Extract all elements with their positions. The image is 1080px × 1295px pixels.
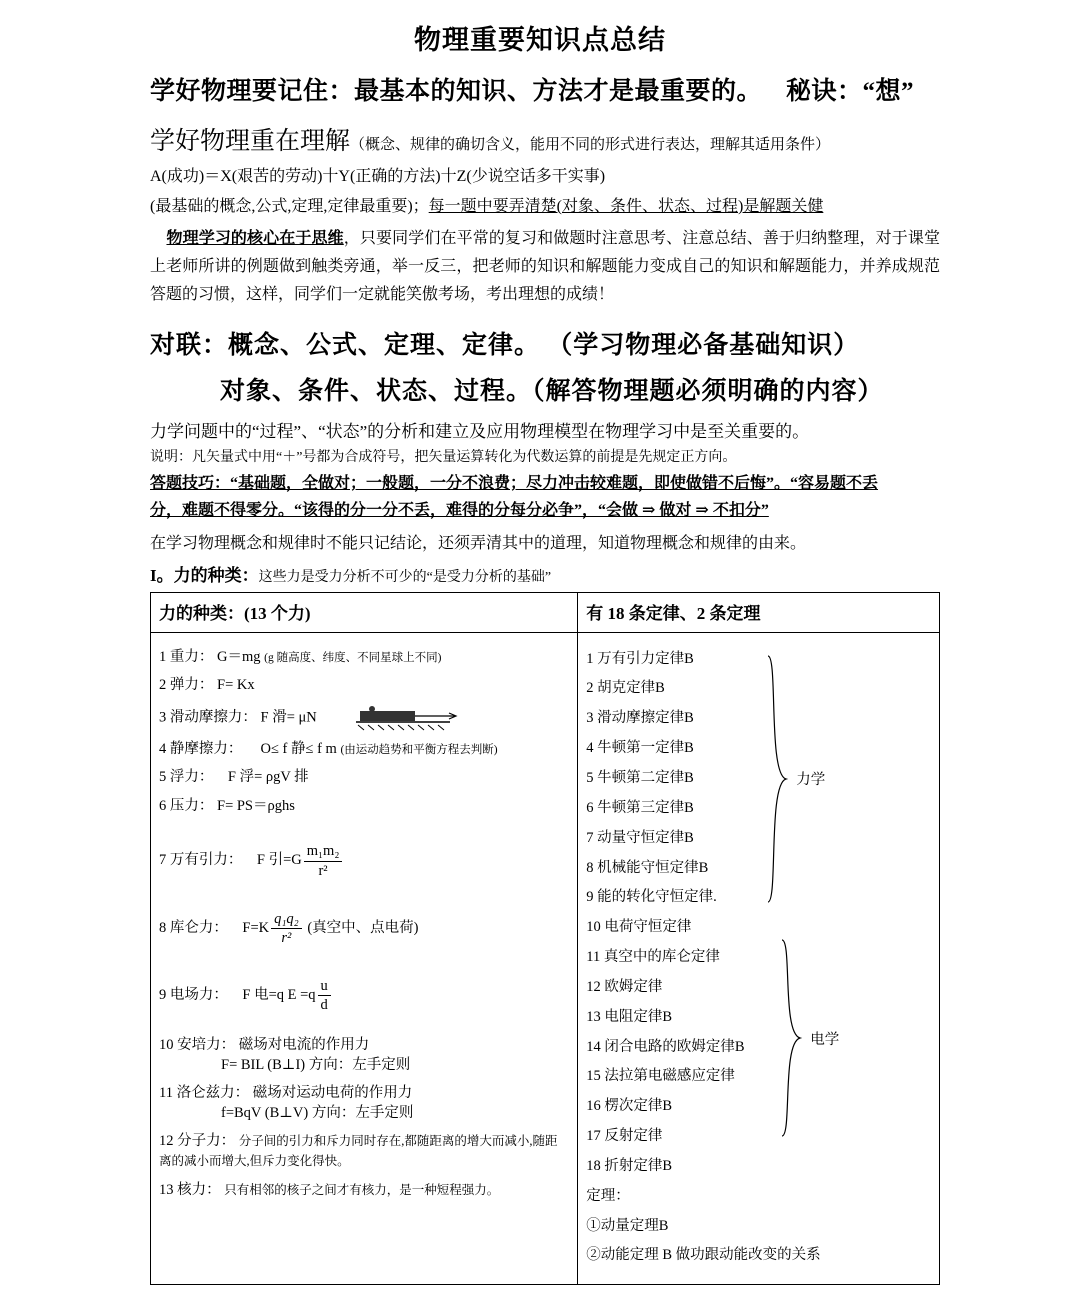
force-item-10: [159, 1036, 569, 1075]
force-name: 分子力：: [177, 1133, 236, 1150]
fraction-numerator: m₁m₂: [304, 842, 343, 861]
law-item-9: 9 能的转化守恒定律.: [586, 889, 717, 906]
force-name: 滑动摩擦力：: [169, 709, 257, 726]
law-item-11: 11 真空中的库仑定律: [586, 949, 720, 966]
section-i-heading: [150, 561, 940, 586]
force-no: 3: [159, 709, 167, 726]
force-note: (由运动趋势和平衡方程去判断): [340, 743, 498, 756]
force-item-11: [159, 1084, 569, 1123]
force-name: 重力：: [169, 648, 214, 665]
law-item-17: 17 反射定律: [586, 1128, 663, 1145]
law-item-16: 16 楞次定律B: [586, 1098, 673, 1115]
theorem-header: 定理：: [586, 1187, 630, 1204]
force-no: 11: [159, 1085, 173, 1102]
force-body: 只有相邻的核子之间才有核力，是一种短程强力。: [224, 1182, 500, 1197]
force-sub: f=BqV (B⊥V) 方向：左手定则: [221, 1104, 414, 1121]
table-header-row: [151, 592, 940, 632]
core-paragraph: [150, 225, 940, 309]
force-item-2: [159, 676, 569, 696]
page-title: 物理重要知识点总结: [414, 25, 666, 55]
understanding-line: [150, 121, 940, 157]
force-no: 5: [159, 769, 167, 786]
couplet-first: 对联：概念、公式、定理、定律。 （学习物理必备基础知识）: [150, 332, 860, 359]
friction-sled-illustration: [350, 705, 470, 731]
force-body: F 浮= ρgV 排: [227, 769, 309, 786]
forces-laws-table: [150, 592, 940, 1286]
law-item-13: 13 电阻定律B: [586, 1008, 673, 1025]
section-i-label: I。力的种类：: [150, 565, 259, 585]
force-name: 浮力：: [169, 769, 214, 786]
force-item-3: [159, 705, 569, 731]
understanding-note: （概念、规律的确切含义，能用不同的形式进行表达，理解其适用条件）: [350, 137, 831, 153]
force-name: 洛仑兹力：: [176, 1085, 250, 1102]
force-body: 磁场对电流的作用力: [238, 1037, 370, 1054]
force-body: F=K: [242, 919, 270, 936]
force-item-1: [159, 648, 569, 668]
law-item-10: 10 电荷守恒定律: [586, 919, 692, 936]
study-motto-line: [150, 71, 940, 107]
exam-tips-line-2: 分，难题不得零分。“该得的分一分不丢，难得的分每分必争”，“会做 ⇒ 做对 ⇒ 不扣分”: [150, 501, 769, 519]
gravitation-fraction: [304, 842, 343, 879]
force-name: 静摩擦力：: [169, 740, 243, 757]
laws-column-header: 有 18 条定律、2 条定理: [578, 592, 940, 632]
force-body: 磁场对运动电荷的作用力: [252, 1085, 413, 1102]
force-note: (真空中、点电荷): [307, 919, 419, 936]
law-item-15: 15 法拉第电磁感应定律: [586, 1068, 735, 1085]
learning-advice-line: 在学习物理概念和规律时不能只记结论，还须弄清其中的道理，知道物理概念和规律的由来。: [150, 534, 807, 552]
force-name: 核力：: [177, 1181, 221, 1198]
force-item-12: [159, 1132, 569, 1171]
vector-note: 说明：凡矢量式中用“＋”号都为合成符号，把矢量运算转化为代数运算的前提是先规定正方向。: [150, 450, 737, 465]
force-no: 4: [159, 740, 167, 757]
law-item-6: 6 牛顿第三定律B: [586, 799, 694, 816]
basics-part-b: 每一题中要弄清楚(对象、条件、状态、过程)是解题关健: [428, 198, 824, 215]
table-content-row: [151, 632, 940, 1285]
law-item-18: 18 折射定律B: [586, 1157, 673, 1174]
force-no: 10: [159, 1037, 174, 1054]
mechanics-group-label: 力学: [796, 771, 826, 788]
force-no: 1: [159, 648, 167, 665]
force-name: 弹力：: [169, 677, 214, 694]
force-body: G＝mg: [217, 648, 261, 665]
force-item-7: [159, 842, 569, 879]
document-page: [0, 18, 1080, 1295]
law-item-3: 3 滑动摩擦定律B: [586, 710, 694, 727]
law-item-4: 4 牛顿第一定律B: [586, 740, 694, 757]
law-item-5: 5 牛顿第二定律B: [586, 769, 694, 786]
force-sub: F= BIL (B⊥I) 方向：左手定则: [221, 1056, 411, 1073]
force-no: 6: [159, 797, 167, 814]
force-name: 电场力：: [169, 986, 228, 1003]
force-note: (g 随高度、纬度、不同星球上不同): [264, 651, 442, 664]
force-body: F 引=G: [256, 852, 302, 869]
law-item-1: 1 万有引力定律B: [586, 650, 694, 667]
force-name: 万有引力：: [169, 852, 243, 869]
mechanics-brace: [764, 654, 790, 904]
law-item-8: 8 机械能守恒定律B: [586, 859, 709, 876]
force-body: F= PS＝ρghs: [217, 797, 295, 814]
coulomb-fraction: [271, 910, 302, 947]
law-item-2: 2 胡克定律B: [586, 680, 665, 697]
fraction-numerator: q₁q₂: [271, 910, 302, 929]
force-item-6: [159, 797, 569, 817]
force-no: 7: [159, 852, 167, 869]
exam-tips-line-1: 答题技巧：“基础题，全做对；一般题，一分不浪费；尽力冲击较难题，即使做错不后悔”。“容易题不丢: [150, 475, 879, 492]
force-no: 13: [159, 1181, 174, 1198]
laws-list-wrap: [586, 650, 931, 1266]
basics-line: [150, 195, 940, 219]
fraction-denominator: r²: [318, 862, 328, 879]
theorem-item-1: ①动量定理B: [586, 1217, 669, 1234]
theorem-item-2: ②动能定理 B 做功跟动能改变的关系: [586, 1247, 821, 1264]
basics-part-a: (最基础的概念,公式,定理,定律最重要)；: [150, 198, 429, 215]
electricity-brace: [778, 938, 804, 1138]
fraction-denominator: r²: [281, 929, 292, 946]
understanding-main: 学好物理重在理解: [150, 128, 351, 155]
core-paragraph-lead: 物理学习的核心在于思维: [166, 230, 344, 247]
law-item-14: 14 闭合电路的欧姆定律B: [586, 1038, 745, 1055]
electricity-group-label: 电学: [810, 1031, 840, 1048]
section-i-note: 这些力是受力分析不可少的“是受力分析的基础”: [258, 569, 552, 585]
force-item-5: [159, 768, 569, 788]
force-no: 12: [159, 1133, 174, 1150]
forces-column-header: 力的种类：(13 个力): [151, 592, 578, 632]
secret-text: 秘诀：“想”: [786, 78, 915, 105]
couplet-second: 对象、条件、状态、过程。（解答物理题必须明确的内容）: [220, 378, 884, 405]
success-formula: A(成功)＝X(艰苦的劳动)十Y(正确的方法)十Z(少说空话多干实事): [150, 168, 606, 185]
force-item-13: [159, 1181, 569, 1201]
force-no: 8: [159, 919, 167, 936]
law-item-7: 7 动量守恒定律B: [586, 829, 694, 846]
force-name: 库仑力：: [169, 919, 228, 936]
force-name: 压力：: [169, 797, 214, 814]
fraction-numerator: u: [318, 977, 331, 996]
force-no: 9: [159, 986, 167, 1003]
force-body: F= Kx: [217, 677, 255, 694]
force-name: 安培力：: [177, 1037, 236, 1054]
document-body: [0, 71, 1080, 1285]
force-no: 2: [159, 677, 167, 694]
electric-force-fraction: [318, 977, 331, 1014]
laws-cell: [578, 632, 940, 1285]
force-body: F 电=q E =q: [242, 986, 316, 1003]
force-item-4: [159, 740, 569, 760]
force-body: 分子间的引力和斥力同时存在,都随距离的增大而减小,随距离的减小而增大,但斥力变化得快。: [159, 1134, 558, 1168]
study-motto-text: 学好物理要记住：最基本的知识、方法才是最重要的。: [150, 78, 763, 105]
mechanics-statement: 力学问题中的“过程”、“状态”的分析和建立及应用物理模型在物理学习中是至关重要的。: [150, 422, 810, 441]
force-body: F 滑= μN: [260, 709, 317, 726]
law-item-12: 12 欧姆定律: [586, 978, 663, 995]
force-item-8: [159, 910, 569, 947]
forces-cell: [151, 632, 578, 1285]
core-paragraph-body: ，只要同学们在平常的复习和做题时注意思考、注意总结、善于归纳整理，对于课堂上老师所讲的例题做到触类旁通，举一反三，把老师的知识和解题能力变成自己的知识和解题能力，并养成规范答题的习惯，这样，同学们一定就能笑傲考场，考出理想的成绩！: [150, 230, 940, 303]
force-body: O≤ f 静≤ f m: [260, 740, 337, 757]
fraction-denominator: d: [320, 997, 328, 1014]
force-item-9: [159, 977, 569, 1014]
